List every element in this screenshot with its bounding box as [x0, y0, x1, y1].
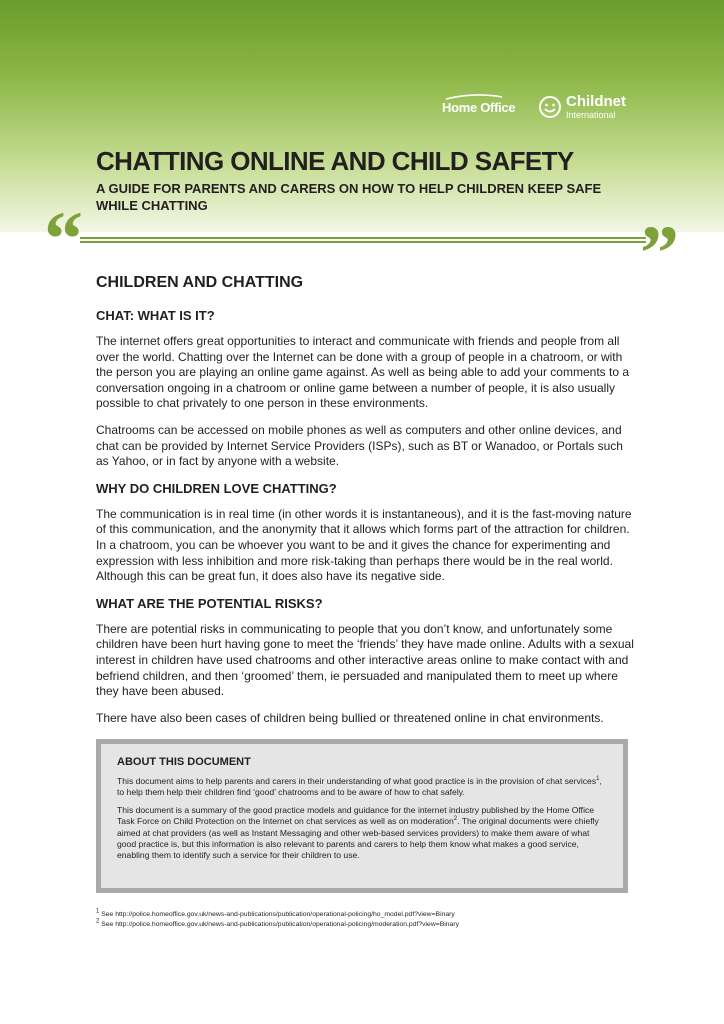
section-heading: CHILDREN AND CHATTING — [96, 274, 304, 291]
smiley-icon — [538, 95, 562, 119]
main-content — [96, 274, 636, 738]
about-title: ABOUT THIS DOCUMENT — [117, 756, 251, 768]
footnote-ref: 1 — [596, 776, 600, 783]
paragraph: The communication is in real time (in other words it is instantaneous), and it is the fast-moving nature of this communication, and the anonymity that it allows which forms part of the attraction for children. In a chatroom, you can be whoever you want to be and it gives the chance for experimenting and expression with less inhibition and more risk-taking than perhaps there would be in the real world. Although this can be great fun, it does also have its negative side. — [96, 506, 632, 584]
about-text: , to help them help their children find ‘good’ chatrooms and to be aware of how to chat safely. — [117, 776, 602, 798]
about-text: This document is a summary of the good practice models and guidance for the internet industry published by the Home Office Task Force on Child Protection on the Internet on chat services as well as on moderation — [117, 804, 595, 827]
paragraph: The internet offers great opportunities to interact and communicate with friends and people from all over the world. Chatting over the Internet can be done with a group of people in a chatroom, or with the person you are playing an online game against. As well as being able to add your comments to a conversation ongoing in a chatroom or online game between a number of people, it is also usually possible to chat privately to one person in these environments. — [96, 334, 629, 411]
page-title: CHATTING ONLINE AND CHILD SAFETY — [96, 146, 574, 176]
footnote-ref: 2 — [453, 816, 458, 823]
about-text: . The original documents were chiefly aimed at chat providers (as well as Instant Messaging and other web-based services providers) to make them aware of what good practice is, but this information is also relevant to parents and carers to help them know what makes a good service, enabling them to identify such a service for their children to use. — [117, 816, 599, 861]
about-paragraph — [117, 805, 607, 862]
subheading-potential-risks: WHAT ARE THE POTENTIAL RISKS? — [96, 595, 323, 611]
paragraph: There are potential risks in communicating to people that you don’t know, and unfortunately some children have been hurt having gone to meet the ‘friends’ they have made online. Adults with a sexual interest in children have used chatrooms and other interactive areas online to make contact with and befriend children, and then ‘groomed’ them, ie persuaded and manipulated them to meet up where they have been abused. — [96, 621, 634, 699]
page-subtitle: A GUIDE FOR PARENTS AND CARERS ON HOW TO HELP CHILDREN KEEP SAFE WHILE CHATTING — [96, 181, 602, 213]
footnote — [96, 920, 636, 930]
footnote-number: 1 — [96, 908, 100, 915]
double-rule-divider — [80, 237, 646, 243]
swoosh-icon — [444, 94, 504, 100]
footnote-link[interactable]: See http://police.homeoffice.gov.uk/news-and-publications/publication/operational-policing/ho_model.pdf?view=Binary — [99, 911, 455, 918]
subheading-what-is-chat: CHAT: WHAT IS IT? — [96, 308, 215, 323]
about-text: This document aims to help parents and carers in their understanding of what good practice is in the provision of chat services — [117, 776, 597, 786]
paragraph: Chatrooms can be accessed on mobile phones as well as computers and other online devices, and chat can be provided by Internet Service Providers (ISPs), such as BT or Wanadoo, or Portals such as Yahoo, or in fact by anyone with a website. — [96, 422, 623, 469]
childnet-logo-subtext: International — [566, 110, 616, 120]
footnote — [96, 910, 636, 920]
home-office-logo — [442, 100, 515, 115]
childnet-logo-text: Childnet — [566, 93, 626, 110]
footnote-number: 2 — [96, 918, 100, 925]
footnotes — [96, 910, 636, 929]
childnet-logo — [538, 94, 626, 120]
subheading-why-children-love-chatting: WHY DO CHILDREN LOVE CHATTING? — [96, 480, 337, 496]
close-quote-icon: ” — [640, 209, 679, 296]
about-paragraph — [117, 776, 607, 799]
home-office-logo-text: Home Office — [442, 100, 516, 115]
paragraph: There have also been cases of children being bullied or threatened online in chat environments. — [96, 710, 604, 725]
about-box — [96, 739, 628, 893]
open-quote-icon: “ — [44, 195, 83, 282]
footnote-link[interactable]: See http://police.homeoffice.gov.uk/news-and-publications/publication/operational-policing/moderation.pdf?view=Binary — [99, 920, 459, 928]
